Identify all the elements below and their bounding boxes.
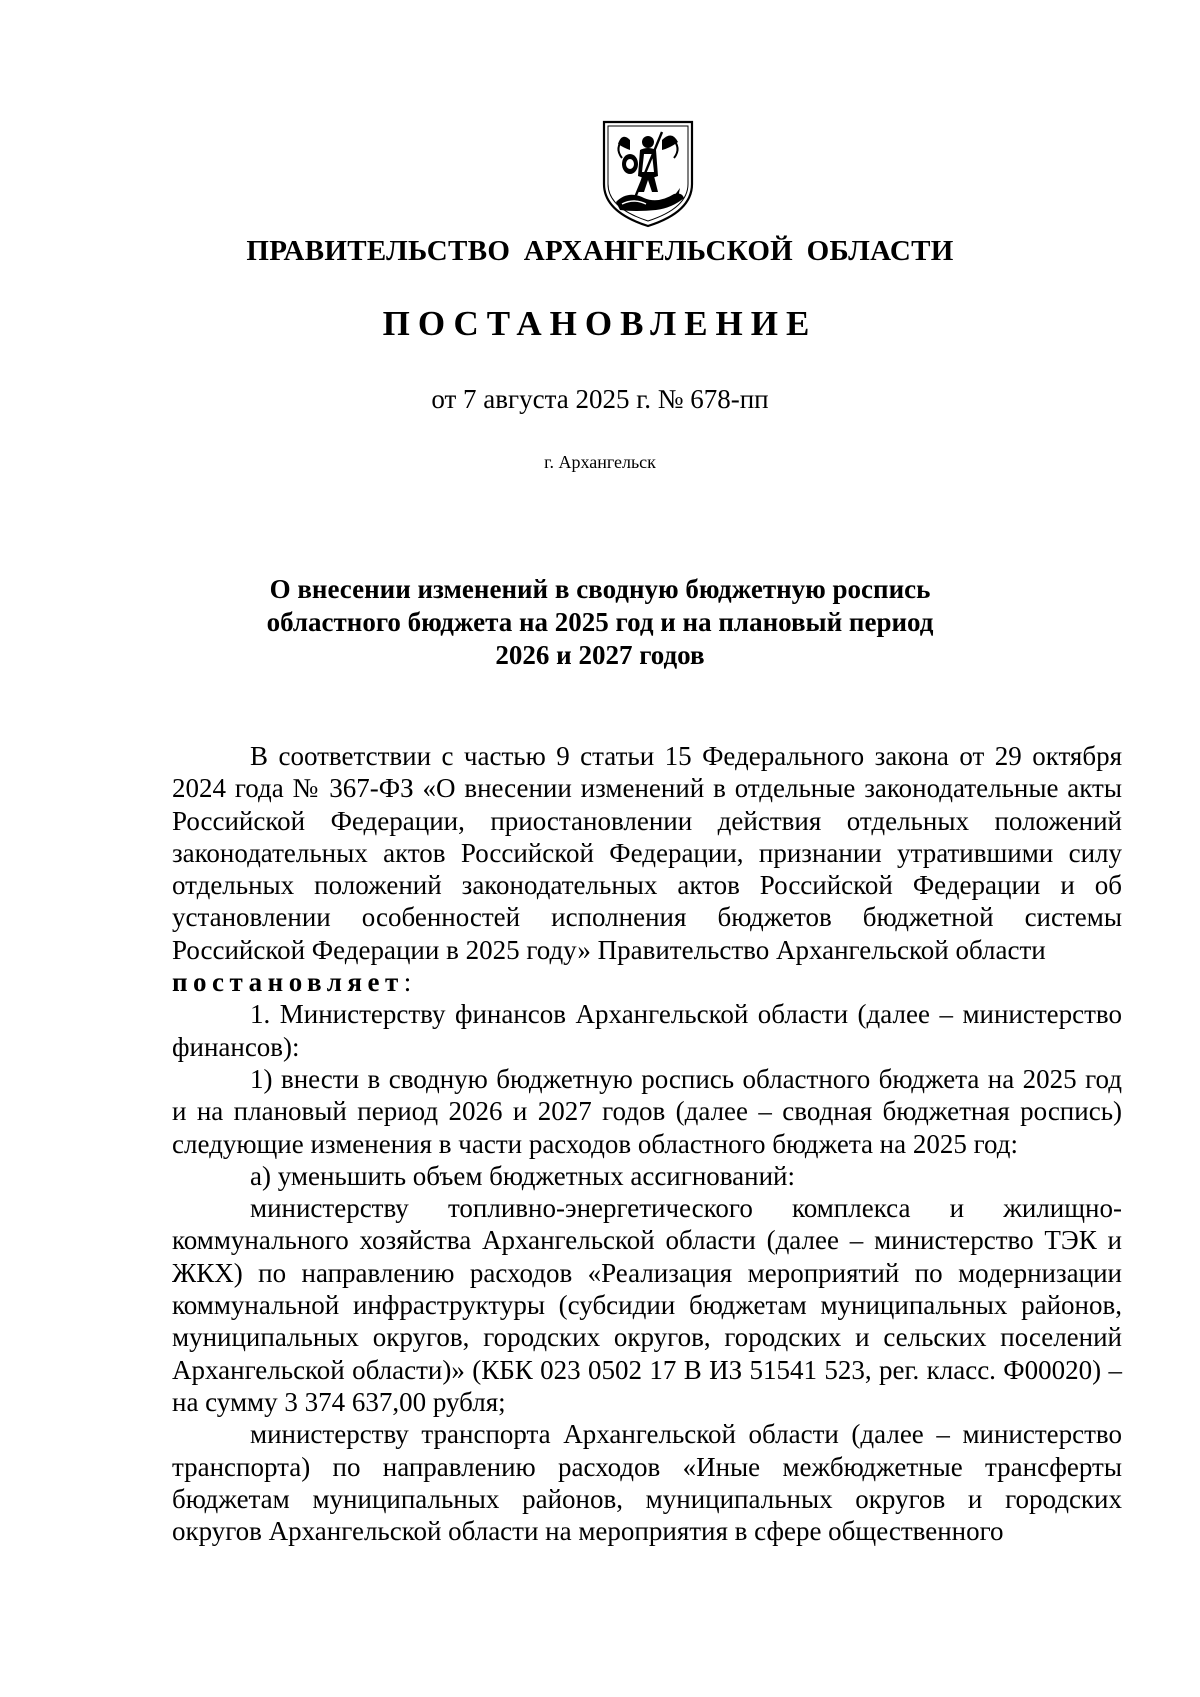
paragraph-subitem-1: 1) внести в сводную бюджетную роспись областного бюджета на 2025 год и на плановый период 2026 и 2027 годов (далее – сводная бюджетная роспись) следующие изменения в части расходов областного бюджета на 2025 год: xyxy=(172,1063,1122,1159)
subject-line: областного бюджета на 2025 год и на плановый период xyxy=(266,607,934,637)
subject-line: О внесении изменений в сводную бюджетную роспись xyxy=(269,574,931,604)
coat-of-arms-icon xyxy=(600,118,696,230)
government-title: ПРАВИТЕЛЬСТВО АРХАНГЕЛЬСКОЙ ОБЛАСТИ xyxy=(246,235,954,267)
paragraph-subitem-a: а) уменьшить объем бюджетных ассигнований: xyxy=(250,1160,795,1191)
document-type: ПОСТАНОВЛЕНИЕ xyxy=(382,304,818,343)
decree-word: постановляет xyxy=(172,967,404,998)
paragraph-item-1: 1. Министерству финансов Архангельской области (далее – министерство финансов): xyxy=(172,999,1122,1062)
document-body xyxy=(172,740,1122,1547)
document-subject xyxy=(250,573,950,672)
paragraph-ministry-transport: министерству транспорта Архангельской области (далее – министерство транспорта) по направлению расходов «Иные межбюджетные трансферты бюджетам муниципальных районов, муниципальных округов и городских округов Архангельской области на мероприятия в сфере общественного xyxy=(172,1419,1122,1547)
paragraph-ministry-tek: министерству топливно-энергетического комплекса и жилищно-коммунального хозяйства Архангельской области (далее – министерство ТЭК и ЖКХ) по направлению расходов «Реализация мероприятий по модернизации коммунальной инфраструктуры (субсидии бюджетам муниципальных районов, муниципальных округов, городских округов, городских и сельских поселений Архангельской области)» (КБК 023 0502 17 В ИЗ 51541 523, рег. класс. Ф00020) – на сумму 3 374 637,00 рубля; xyxy=(172,1193,1122,1417)
preamble-text: В соответствии с частью 9 статьи 15 Федерального закона от 29 октября 2024 года № 367-ФЗ «О внесении изменений в отдельные законодательные акты Российской Федерации, приостановлении действия отдельных положений законодательных актов Российской Федерации, признании утратившими силу отдельных положений законодательных актов Российской Федерации и об установлении особенностей исполнения бюджетов бюджетной системы Российской Федерации в 2025 году» Правительство Архангельской области xyxy=(172,741,1122,965)
decree-colon: : xyxy=(403,967,412,998)
document-date-number: от 7 августа 2025 г. № 678-пп xyxy=(431,384,769,414)
document-city: г. Архангельск xyxy=(544,452,656,472)
paragraph-preamble xyxy=(172,740,1122,998)
subject-line: 2026 и 2027 годов xyxy=(495,640,705,670)
